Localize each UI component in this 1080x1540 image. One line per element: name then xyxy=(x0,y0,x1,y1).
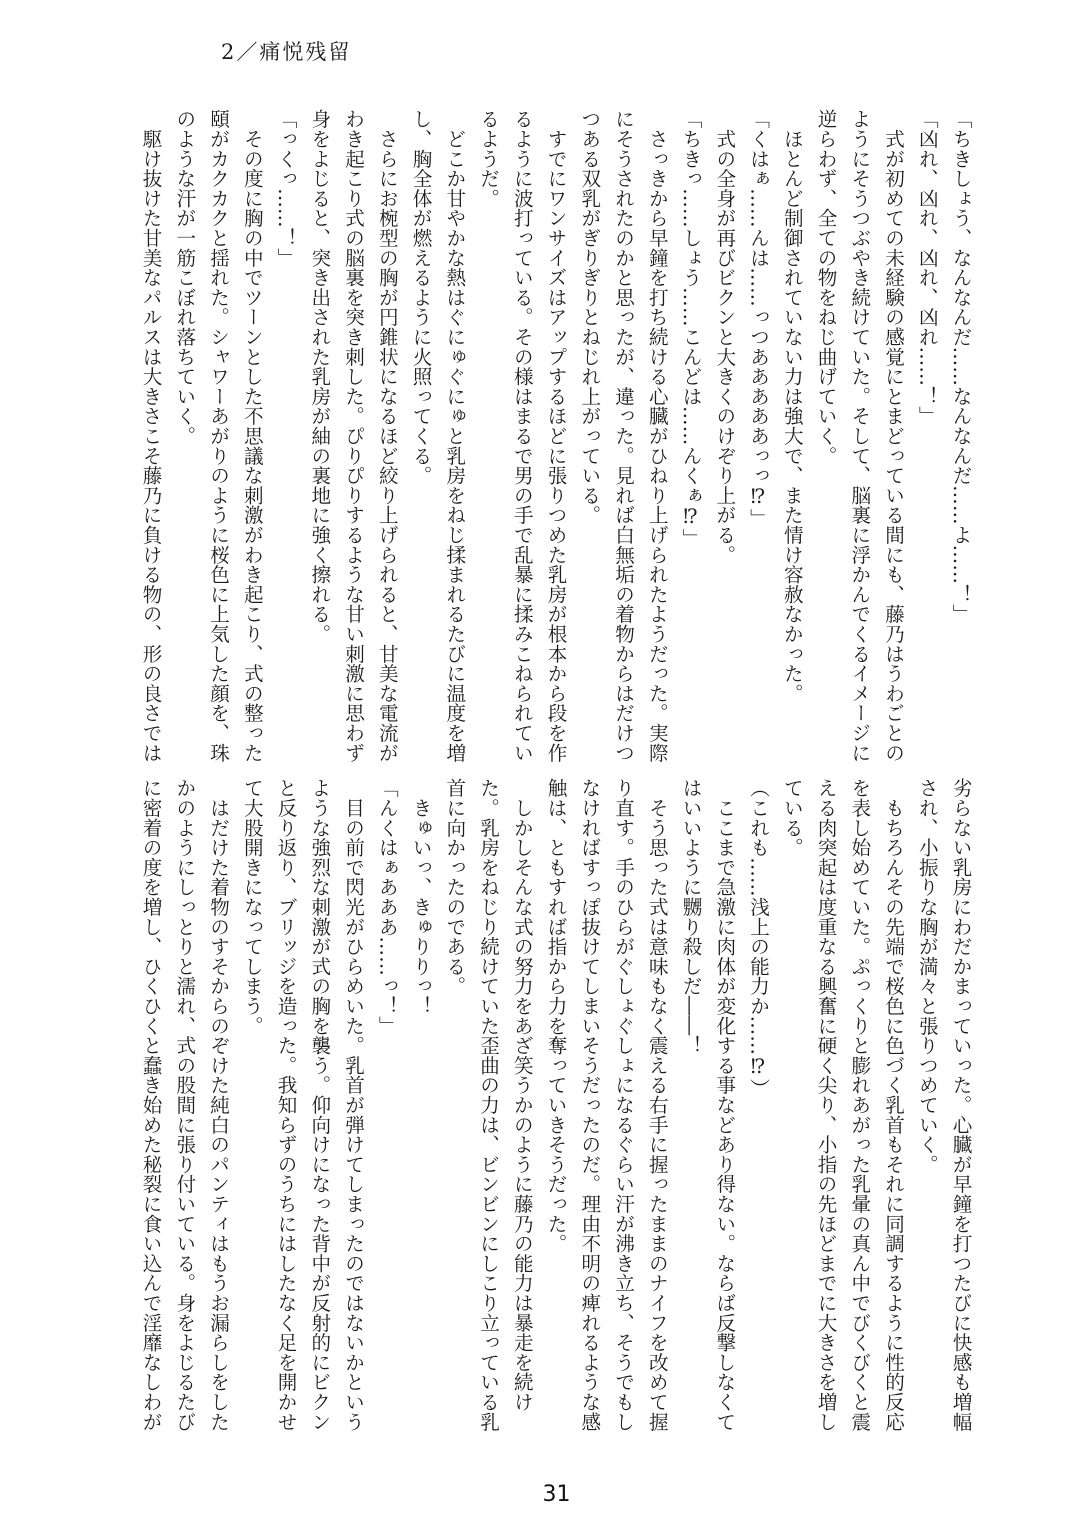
text-line: 逆らわず、全ての物をねじ曲げていく。 xyxy=(814,109,837,466)
text-line: 「んくはぁあああ……っ！」 xyxy=(375,778,399,1036)
text-line: 「ちきっ……しょう……こんどは……んくぁ⁉」 xyxy=(679,109,702,548)
text-line: もちろんその先端で桜色に色づく乳首もそれに同調するように性的反応 xyxy=(881,778,905,1432)
text-block-top xyxy=(133,109,977,763)
text-line: 目の前で閃光がひらめいた。乳首が弾けてしまったのではないかという xyxy=(341,778,365,1432)
text-line: わき起こり式の脳裏を突き刺した。ぴりぴりするような甘い刺激に思わず xyxy=(341,109,365,763)
text-line: と反り返り、ブリッジを造った。我知らずのうちにはしたなく足を開かせ xyxy=(274,778,297,1432)
text-line: を表し始めていた。ぷっくりと膨れあがった乳暈の真ん中でびくびくと震 xyxy=(847,778,871,1432)
text-line: るように波打っている。その様はまるで男の手で乱暴に揉みこねられてい xyxy=(510,109,534,763)
text-line: 触は、ともすれば指から力を奪っていきそうだった。 xyxy=(544,778,567,1254)
text-line: り直す。手のひらがぐしょぐしょになるぐらい汗が沸き立ち、そうでもし xyxy=(611,778,635,1432)
text-line: ような強烈な刺激が式の胸を襲う。仰向けになった背中が反射的にビクン xyxy=(307,778,331,1432)
text-line: ている。 xyxy=(780,778,804,858)
text-line: 首に向かったのである。 xyxy=(442,778,466,996)
text-line: える肉突起は度重なる興奮に硬く尖り、小指の先ほどまでに大きさを増し xyxy=(814,778,837,1432)
text-line: 式の全身が再びビクンと大きくのけぞり上がる。 xyxy=(712,109,736,565)
text-line: ほとんど制御されていない力は強大で、また情け容赦なかった。 xyxy=(780,109,804,703)
text-line: かのようにしっとりと濡れ、式の股間に張り付いている。身をよじるたび xyxy=(172,778,196,1432)
text-line: きゅいっ、きゅりりっ！ xyxy=(409,778,432,1016)
text-line: ようにそうつぶやき続けていた。そして、脳裏に浮かんでくるイメージに xyxy=(847,109,871,763)
text-line: つある双乳がぎりぎりとねじれ上がっている。 xyxy=(577,109,601,525)
text-line: さっきから早鐘を打ち続ける心臓がひねり上げられたようだった。実際 xyxy=(645,109,669,763)
text-line: 駆け抜けた甘美なパルスは大きさこそ藤乃に負ける物の、形の良さでは xyxy=(139,109,162,763)
text-block-bottom xyxy=(133,778,977,1432)
text-line: 式が初めての未経験の感覚にとまどっている間にも、藤乃はうわごとの xyxy=(881,109,905,763)
text-line: 劣らない乳房にわだかまっていった。心臓が早鐘を打つたびに快感も増幅 xyxy=(949,778,972,1432)
text-line: て大股開きになってしまう。 xyxy=(240,778,264,1036)
text-line: た。乳房をねじり続けていた歪曲の力は、ビンビンにしこり立っている乳 xyxy=(476,778,500,1432)
text-line: どこか甘やかな熱はぐにゅぐにゅと乳房をねじ揉まれるたびに温度を増 xyxy=(442,109,466,763)
running-header: 2／痛悦残留 xyxy=(221,40,352,64)
text-line: のような汗が一筋こぼれ落ちていく。 xyxy=(172,109,196,446)
text-line: はいいように嬲り殺しだ――！ xyxy=(679,778,702,1056)
text-line: ここまで急激に肉体が変化する事などあり得ない。ならば反撃しなくて xyxy=(712,778,736,1432)
text-line: なければすっぽ抜けてしまいそうだったのだ。理由不明の痺れるような感 xyxy=(577,778,601,1432)
text-line: し、胸全体が燃えるように火照ってくる。 xyxy=(409,109,432,486)
text-line: にそうされたのかと思ったが、違った。見れば白無垢の着物からはだけつ xyxy=(611,109,635,763)
text-line: 身をよじると、突き出された乳房が紬の裏地に強く擦れる。 xyxy=(307,109,331,644)
text-line: され、小振りな胸が満々と張りつめていく。 xyxy=(915,778,939,1174)
text-line: （これも……浅上の能力か……⁉） xyxy=(746,778,770,1099)
text-line: はだけた着物のすそからのぞけた純白のパンティはもうお漏らしをした xyxy=(206,778,230,1432)
text-line: るようだ。 xyxy=(476,109,500,208)
text-line: 「っくっ……！」 xyxy=(274,109,297,268)
text-line: そう思った式は意味もなく震える右手に握ったままのナイフを改めて握 xyxy=(645,778,669,1432)
text-line: に密着の度を増し、ひくひくと蠢き始めた秘裂に食い込んで淫靡なしわが xyxy=(139,778,162,1432)
text-line: 「凶れ、凶れ、凶れ、凶れ……！」 xyxy=(915,109,939,426)
text-line: すでにワンサイズはアップするほどに張りつめた乳房が根本から段を作 xyxy=(544,109,567,763)
text-line: しかしそんな式の努力をあざ笑うかのように藤乃の能力は暴走を続け xyxy=(510,778,534,1412)
text-line: その度に胸の中でツーンとした不思議な刺激がわき起こり、式の整った xyxy=(240,109,264,763)
text-line: さらにお椀型の胸が円錐状になるほど絞り上げられると、甘美な電流が xyxy=(375,109,399,763)
text-line: 「くはぁ……んは……っつあああああっっ⁉」 xyxy=(746,109,770,529)
text-line: 頤がカクカクと揺れた。シャワーあがりのように桜色に上気した顔を、珠 xyxy=(206,109,230,763)
text-line: 「ちきしょう、なんなんだ……なんなんだ……よ……！」 xyxy=(949,109,972,624)
page-number: 31 xyxy=(542,1482,571,1507)
